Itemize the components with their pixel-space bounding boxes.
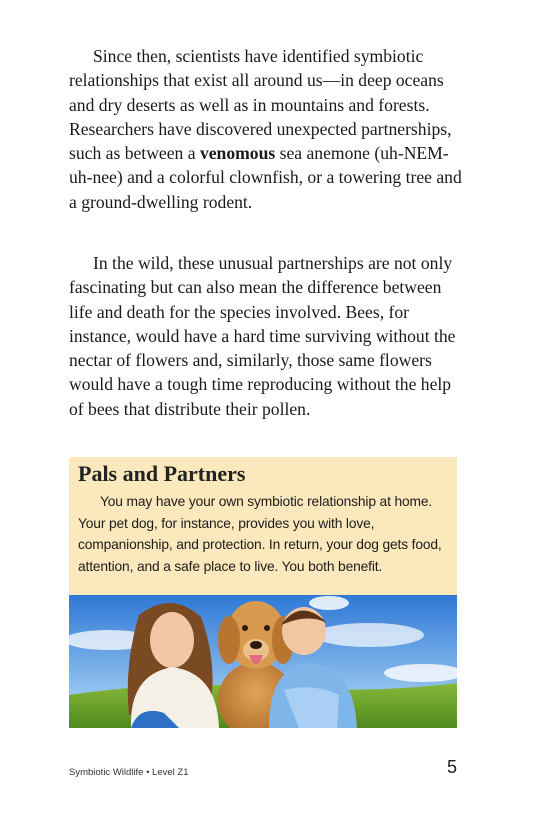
body-paragraph-1 [69,44,469,214]
page-number: 5 [446,757,457,777]
paragraph-1-text-start: Since then, scientists have identified symbiotic relationships that exist all around us—in deep oceans and dry deserts as well as in mountains and forests. Researchers have discovered unexpected partnerships, such as between a [69,46,452,164]
sidebar-text: You may have your own symbiotic relationship at home. Your pet dog, for instance, provides you with love, companionship, and protection. In return, your dog gets food, attention, and a safe place to live. You both benefit. [78,494,442,574]
vocabulary-word-venomous: venomous [199,143,276,164]
footer-book-title: Symbiotic Wildlife • Level Z1 [69,767,189,778]
photo-illustration [69,595,457,728]
children-with-dog-photo [69,595,457,728]
body-paragraph-2: In the wild, these unusual partnerships are not only fascinating but can also mean the difference between life and death for the species involved. Bees, for instance, would have a hard time surviving without the nectar of flowers and, similarly, those same flowers would have a tough time reproducing without the help of bees that distribute their pollen. [69,253,456,419]
sidebar-title: Pals and Partners [78,461,246,486]
sidebar-box [69,457,457,595]
paragraph-1-text-end: sea anemone (uh-NEM-uh-nee) and a colorful clownfish, or a towering tree and a ground-dwelling rodent. [69,143,462,212]
